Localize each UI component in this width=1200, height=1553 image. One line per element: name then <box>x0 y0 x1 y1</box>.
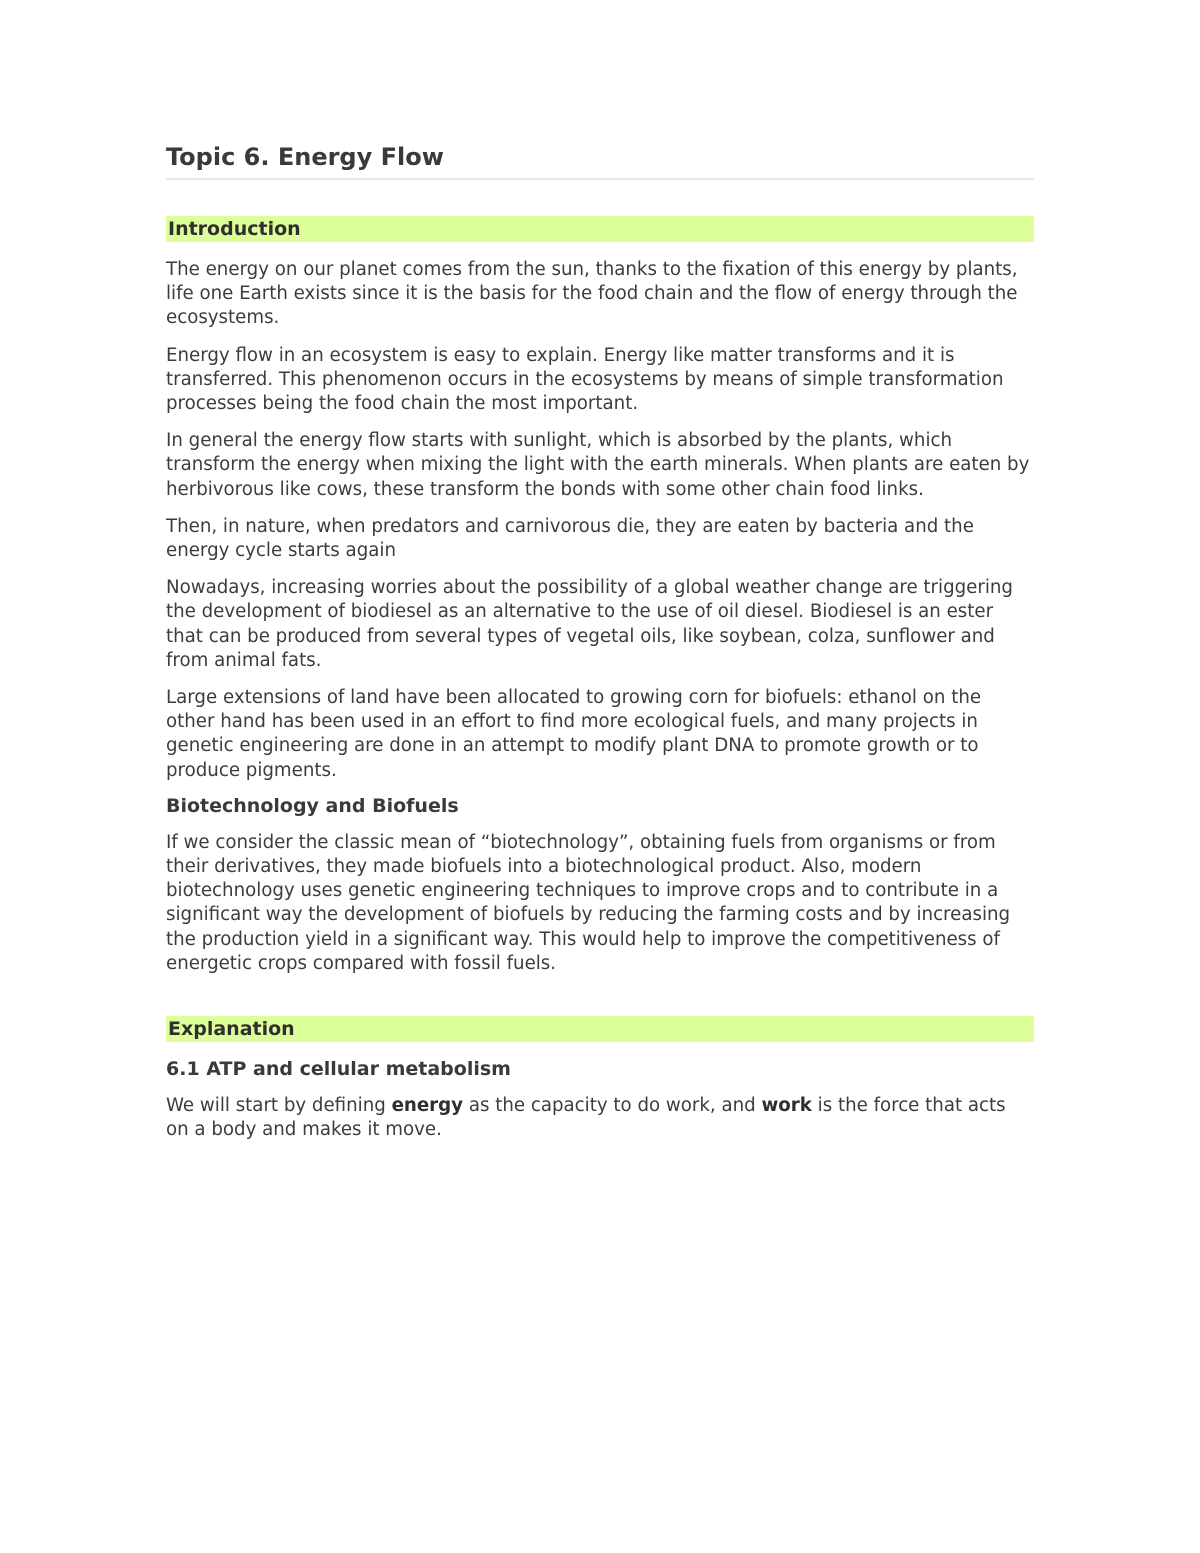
intro-paragraph-6: Large extensions of land have been allocated to growing corn for biofuels: ethanol on the other hand has been used in an effort to find more ecological fuels, and many projects in genetic engineering are done in an attempt to modify plant DNA to promote growth or to produce pigments. <box>166 687 982 781</box>
atp-text-part-1: We will start by defining <box>166 1095 392 1117</box>
page-title: Topic 6. Energy Flow <box>166 138 1034 180</box>
subheading-atp-metabolism: 6.1 ATP and cellular metabolism <box>166 1058 511 1081</box>
intro-paragraph-4: Then, in nature, when predators and carnivorous die, they are eaten by bacteria and the energy cycle starts again <box>166 515 974 562</box>
term-energy: energy <box>391 1095 464 1117</box>
intro-paragraph-2: Energy flow in an ecosystem is easy to explain. Energy like matter transforms and it is transferred. This phenomenon occurs in the ecosystems by means of simple transformation processes being the food chain the most important. <box>166 344 1004 415</box>
intro-paragraph-5: Nowadays, increasing worries about the possibility of a global weather change are triggering the development of biodiesel as an alternative to the use of oil diesel. Biodiesel is an ester that can be produced from several types of vegetal oils, like soybean, colza, sunflower and from animal fats. <box>166 577 1013 671</box>
section-heading-introduction: Introduction <box>166 216 1034 242</box>
document-page <box>166 138 1034 1142</box>
intro-paragraph-3: In general the energy flow starts with sunlight, which is absorbed by the plants, which transform the energy when mixing the light with the earth minerals. When plants are eaten by herbivorous like cows, these transform the bonds with some other chain food links. <box>166 430 1030 500</box>
section-heading-explanation: Explanation <box>166 1016 1034 1042</box>
intro-paragraph-1: The energy on our planet comes from the sun, thanks to the fixation of this energy by plants, life one Earth exists since it is the basis for the food chain and the flow of energy through the ecosystems. <box>166 259 1018 329</box>
atp-text-part-2: as the capacity to do work, and <box>463 1095 762 1117</box>
subheading-biotechnology-biofuels: Biotechnology and Biofuels <box>166 794 459 817</box>
atp-paragraph <box>166 1094 1034 1142</box>
term-work: work <box>761 1095 812 1117</box>
atp-text-part-3: is the force that acts on a body and makes it move. <box>166 1095 1006 1141</box>
biotechnology-paragraph: If we consider the classic mean of “biotechnology”, obtaining fuels from organisms or from their derivatives, they made biofuels into a biotechnological product. Also, modern biotechnology uses genetic engineering techniques to improve crops and to contribute in a significant way the development of biofuels by reducing the farming costs and by increasing the production yield in a significant way. This would help to improve the competitiveness of energetic crops compared with fossil fuels. <box>166 831 1011 974</box>
